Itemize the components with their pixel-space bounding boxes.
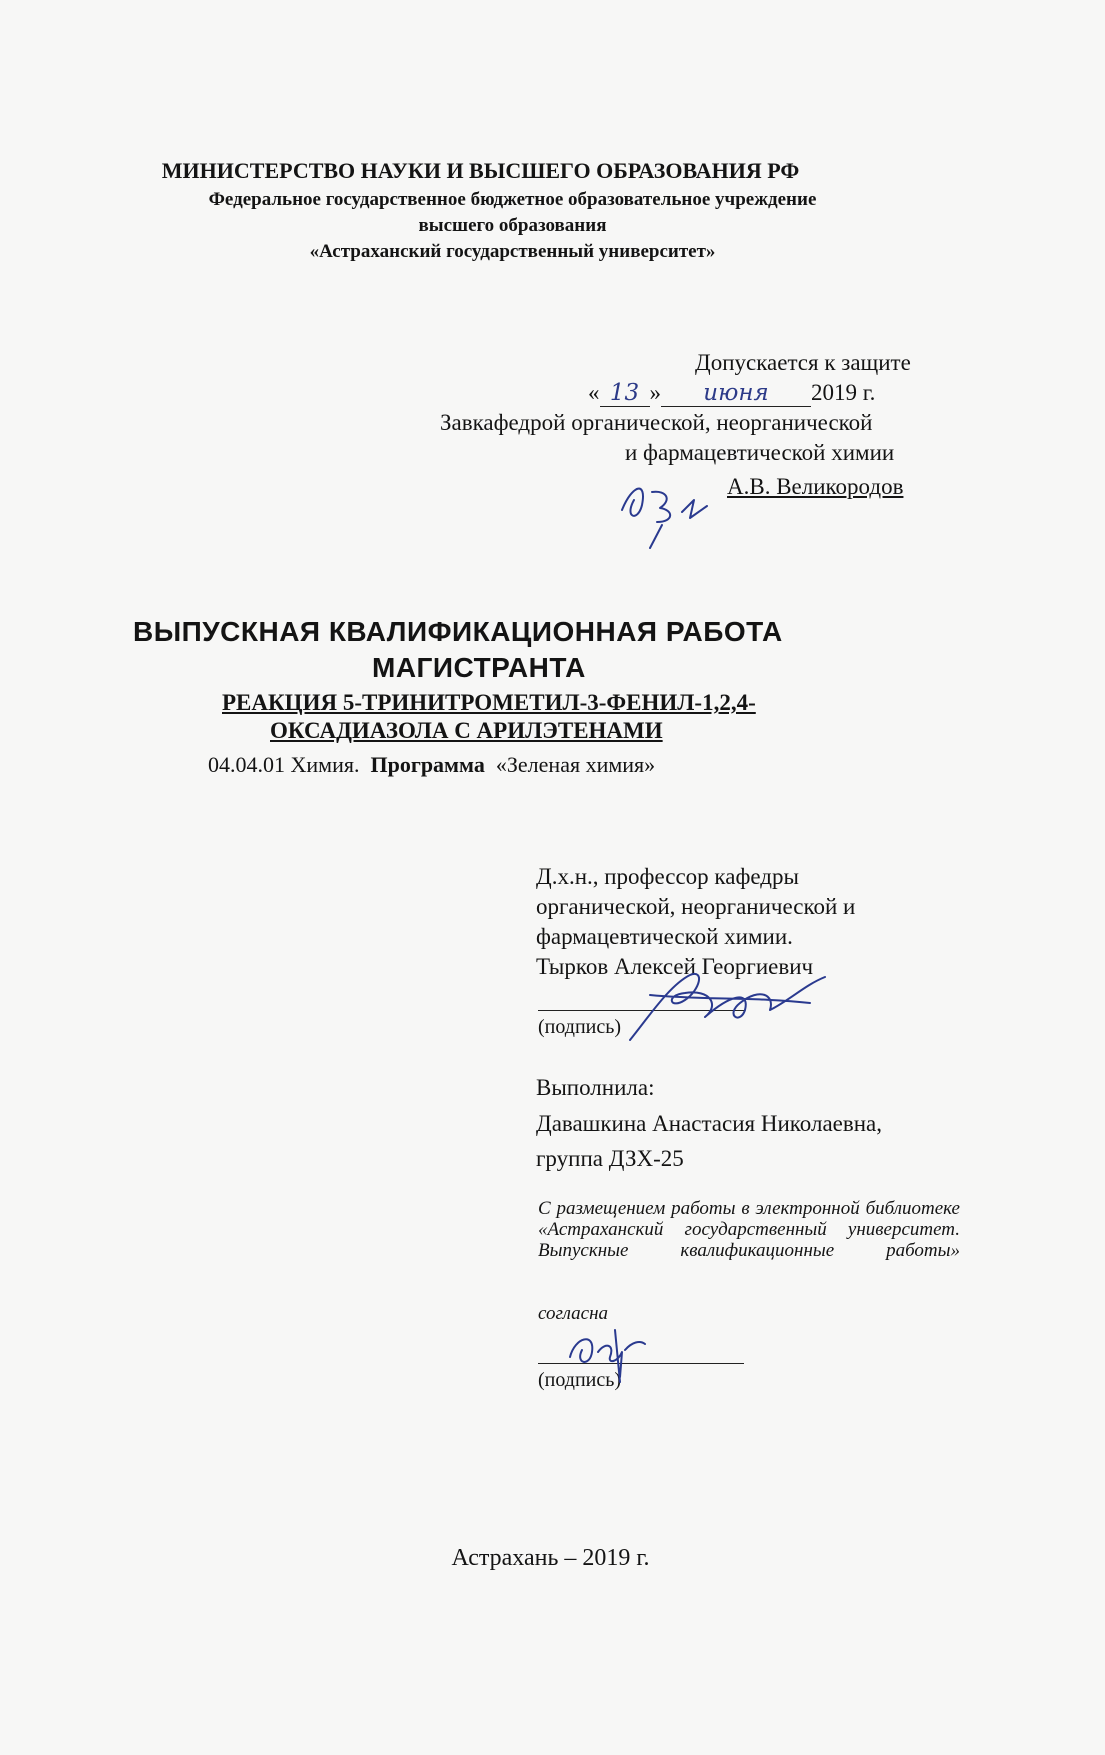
- head-name: А.В. Великородов: [727, 474, 904, 499]
- thesis-title-line-2: МАГИСТРАНТА: [372, 652, 586, 683]
- supervisor-name: Тырков Алексей Георгиевич: [536, 954, 814, 979]
- institution-line-2: высшего образования: [418, 215, 607, 236]
- performer-group: группа ДЗХ-25: [536, 1146, 684, 1171]
- head-position-line-1: Завкафедрой органической, неорганической: [440, 410, 873, 435]
- performer-name: Давашкина Анастасия Николаевна,: [536, 1111, 882, 1136]
- admission-date: [588, 380, 875, 407]
- admission-year: 2019 г.: [811, 380, 876, 405]
- program-name: «Зеленая химия»: [495, 752, 656, 777]
- topic-line-2: ОКСАДИАЗОЛА С АРИЛЭТЕНАМИ: [270, 718, 663, 743]
- performer-signature-icon: [560, 1322, 650, 1392]
- supervisor-department-1: органической, неорганической и: [536, 894, 856, 919]
- topic-line-1: РЕАКЦИЯ 5-ТРИНИТРОМЕТИЛ-3-ФЕНИЛ-1,2,4-: [222, 690, 756, 715]
- specialty-code: 04.04.01 Химия.: [208, 752, 360, 777]
- performer-signature-label: (подпись): [538, 1369, 622, 1391]
- head-position-line-2: и фармацевтической химии: [625, 440, 895, 465]
- supervisor-degree: Д.х.н., профессор кафедры: [536, 864, 799, 889]
- city-year: Астрахань – 2019 г.: [451, 1545, 650, 1571]
- handwritten-month: июня: [661, 380, 811, 407]
- consent-text: С размещением работы в электронной библиотеке «Астраханский государственный университет. Выпускные квалификационные работы»: [538, 1198, 960, 1261]
- quote-open: «: [588, 380, 600, 405]
- performer-label: Выполнила:: [536, 1075, 655, 1100]
- head-signature-icon: [612, 470, 722, 550]
- university-name: «Астраханский государственный университет»: [309, 241, 716, 262]
- quote-close: »: [649, 380, 661, 405]
- thesis-title-line-1: ВЫПУСКНАЯ КВАЛИФИКАЦИОННАЯ РАБОТА: [133, 616, 783, 647]
- admission-heading: Допускается к защите: [695, 350, 911, 375]
- supervisor-signature-icon: [610, 955, 830, 1050]
- consent-agreement: согласна: [538, 1303, 608, 1324]
- institution-line-1: Федеральное государственное бюджетное образовательное учреждение: [208, 189, 817, 210]
- supervisor-department-2: фармацевтической химии.: [536, 924, 793, 949]
- specialty-line: [208, 752, 655, 778]
- program-label: Программа: [370, 752, 485, 777]
- supervisor-signature-label: (подпись): [538, 1016, 622, 1038]
- ministry-heading: МИНИСТЕРСТВО НАУКИ И ВЫСШЕГО ОБРАЗОВАНИЯ РФ: [161, 158, 800, 183]
- handwritten-day: 13: [600, 380, 650, 407]
